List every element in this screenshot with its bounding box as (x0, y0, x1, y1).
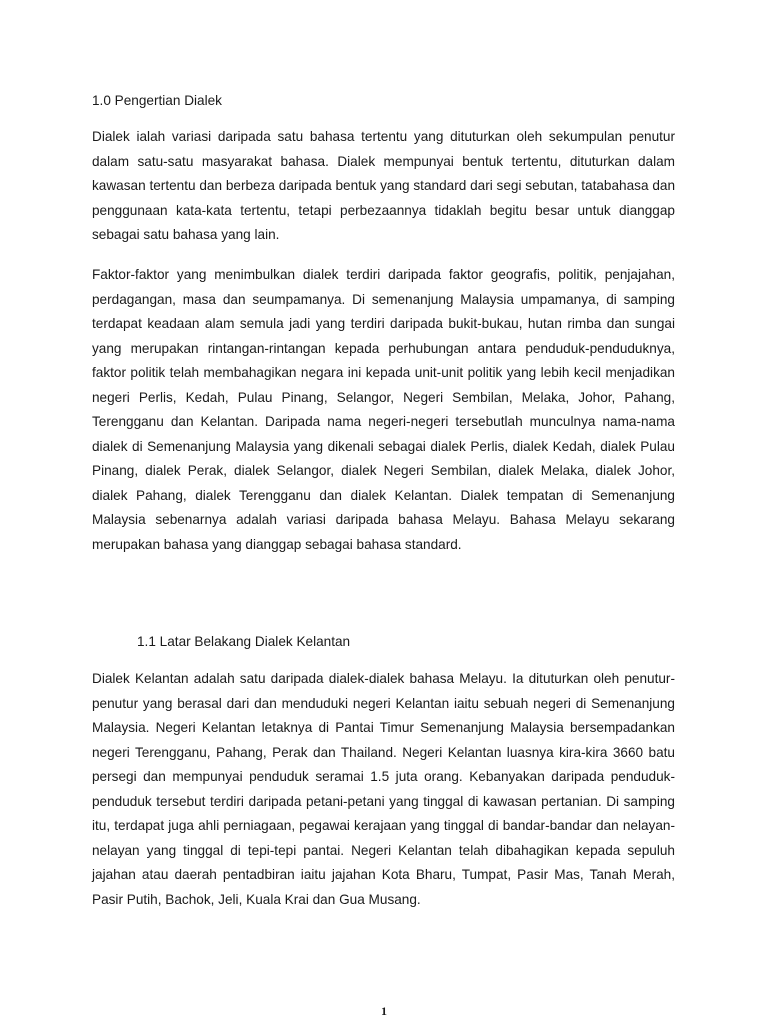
paragraph-definition: Dialek ialah variasi daripada satu bahasa tertentu yang dituturkan oleh sekumpulan penutur dalam satu-satu masyarakat bahasa. Dialek mempunyai bentuk tertentu, dituturkan dalam kawasan tertentu dan berbeza daripada bentuk yang standard dari segi sebutan, tatabahasa dan penggunaan kata-kata tertentu, tetapi perbezaannya tidaklah begitu besar untuk dianggap sebagai satu bahasa yang lain. (92, 129, 675, 242)
page-number: 1 (381, 1004, 387, 1018)
paragraph-factors: Faktor-faktor yang menimbulkan dialek terdiri daripada faktor geografis, politik, penjajahan, perdagangan, masa dan seumpamanya. Di semenanjung Malaysia umpamanya, di samping terdapat keadaan alam semula jadi yang terdiri daripada bukit-bukau, hutan rimba dan sungai yang merupakan rintangan-rintangan kepada perhubungan antara penduduk-penduduknya, faktor politik telah membahagikan negara ini kepada unit-unit politik yang lebih kecil menjadikan negeri Perlis, Kedah, Pulau Pinang, Selangor, Negeri Sembilan, Melaka, Johor, Pahang, Terengganu dan Kelantan. Daripada nama negeri-negeri tersebutlah munculnya nama-nama dialek di Semenanjung Malaysia yang dikenali sebagai dialek Perlis, dialek Kedah, dialek Pulau Pinang, dialek Perak, dialek Selangor, dialek Negeri Sembilan, dialek Melaka, dialek Johor, dialek Pahang, dialek Terengganu dan dialek Kelantan. Dialek tempatan di Semenanjung Malaysia sebenarnya adalah variasi daripada bahasa Melayu. Bahasa Melayu sekarang merupakan bahasa yang dianggap sebagai bahasa standard. (92, 267, 675, 552)
paragraph-kelantan-background: Dialek Kelantan adalah satu daripada dialek-dialek bahasa Melayu. Ia dituturkan oleh penutur-penutur yang berasal dari dan menduduki negeri Kelantan iaitu sebuah negeri di Semenanjung Malaysia. Negeri Kelantan letaknya di Pantai Timur Semenanjung Malaysia bersempadankan negeri Terengganu, Pahang, Perak dan Thailand. Negeri Kelantan luasnya kira-kira 3660 batu persegi dan mempunyai penduduk seramai 1.5 juta orang. Kebanyakan daripada penduduk-penduduk tersebut terdiri daripada petani-petani yang tinggal di kawasan pertanian. Di samping itu, terdapat juga ahli perniagaan, pegawai kerajaan yang tinggal di bandar-bandar dan nelayan-nelayan yang tinggal di tepi-tepi pantai. Negeri Kelantan telah dibahagikan kepada sepuluh jajahan atau daerah pentadbiran iaitu jajahan Kota Bharu, Tumpat, Pasir Mas, Tanah Merah, Pasir Putih, Bachok, Jeli, Kuala Krai dan Gua Musang. (92, 671, 675, 907)
subsection-heading: 1.1 Latar Belakang Dialek Kelantan (137, 634, 351, 649)
section-heading: 1.0 Pengertian Dialek (92, 93, 222, 108)
